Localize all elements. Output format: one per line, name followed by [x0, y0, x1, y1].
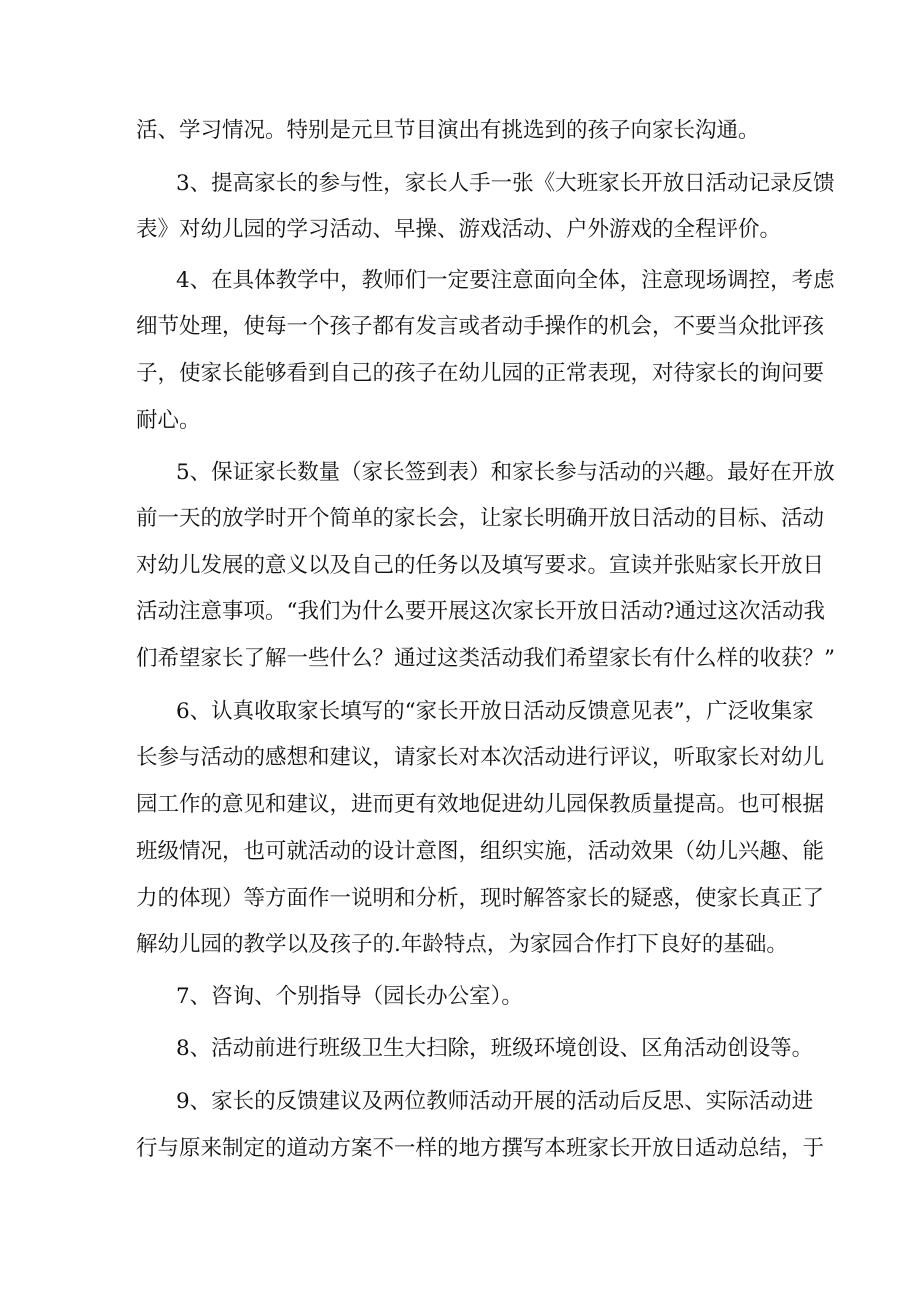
- text-line: 活动注意事项。“我们为什么要开展这次家长开放日活动?通过这次活动我: [136, 599, 826, 624]
- text-line: 4、在具体教学中，教师们一定要注意面向全体，注意现场调控，考虑: [176, 268, 835, 293]
- text-line: 前一天的放学时开个简单的家长会，让家长明确开放日活动的目标、活动: [136, 506, 825, 531]
- text-line: 9、家长的反馈建议及两位教师活动开展的活动后反思、实际活动进: [176, 1089, 814, 1114]
- text-line: 班级情况，也可就活动的设计意图，组织实施，活动效果（幼儿兴趣、能: [136, 839, 825, 864]
- text-line: 们希望家长了解一些什么？通过这类活动我们希望家长有什么样的收获？”: [136, 646, 835, 671]
- text-line: 力的体现）等方面作一说明和分析，现时解答家长的疑惑，使家长真正了: [136, 886, 825, 911]
- text-line: 解幼儿园的教学以及孩子的.年龄特点，为家园合作打下良好的基础。: [136, 932, 788, 957]
- text-line: 表》对幼儿园的学习活动、早操、游戏活动、户外游戏的全程评价。: [136, 217, 782, 242]
- text-line: 5、保证家长数量（家长签到表）和家长参与活动的兴趣。最好在开放: [176, 460, 835, 485]
- text-line: 园工作的意见和建议，进而更有效地促进幼儿园保教质量提高。也可根据: [136, 792, 825, 817]
- text-line: 长参与活动的感想和建议，请家长对本次活动进行评议，听取家长对幼儿: [136, 745, 825, 770]
- text-line: 8、活动前进行班级卫生大扫除，班级环境创设、区角活动创设等。: [176, 1036, 814, 1061]
- text-line: 子，使家长能够看到自己的孩子在幼儿园的正常表现，对待家长的询问要: [136, 361, 825, 386]
- text-line: 行与原来制定的道动方案不一样的地方撰写本班家长开放日适动总结，于: [136, 1136, 825, 1161]
- text-line: 对幼儿发展的意义以及自己的任务以及填写要求。宣读并张贴家长开放日: [136, 553, 825, 578]
- text-line: 耐心。: [136, 408, 201, 433]
- text-line: 6、认真收取家长填写的“家长开放日活动反馈意见表”，广泛收集家: [176, 699, 814, 724]
- text-line: 活、学习情况。特别是元旦节目演出有挑选到的孩子向家长沟通。: [136, 118, 760, 143]
- text-line: 细节处理，使每一个孩子都有发言或者动手操作的机会，不要当众批评孩: [136, 314, 825, 339]
- text-line: 7、咨询、个别指导（园长办公室）。: [176, 984, 523, 1009]
- text-line: 3、提高家长的参与性，家长人手一张《大班家长开放日活动记录反馈: [176, 171, 835, 196]
